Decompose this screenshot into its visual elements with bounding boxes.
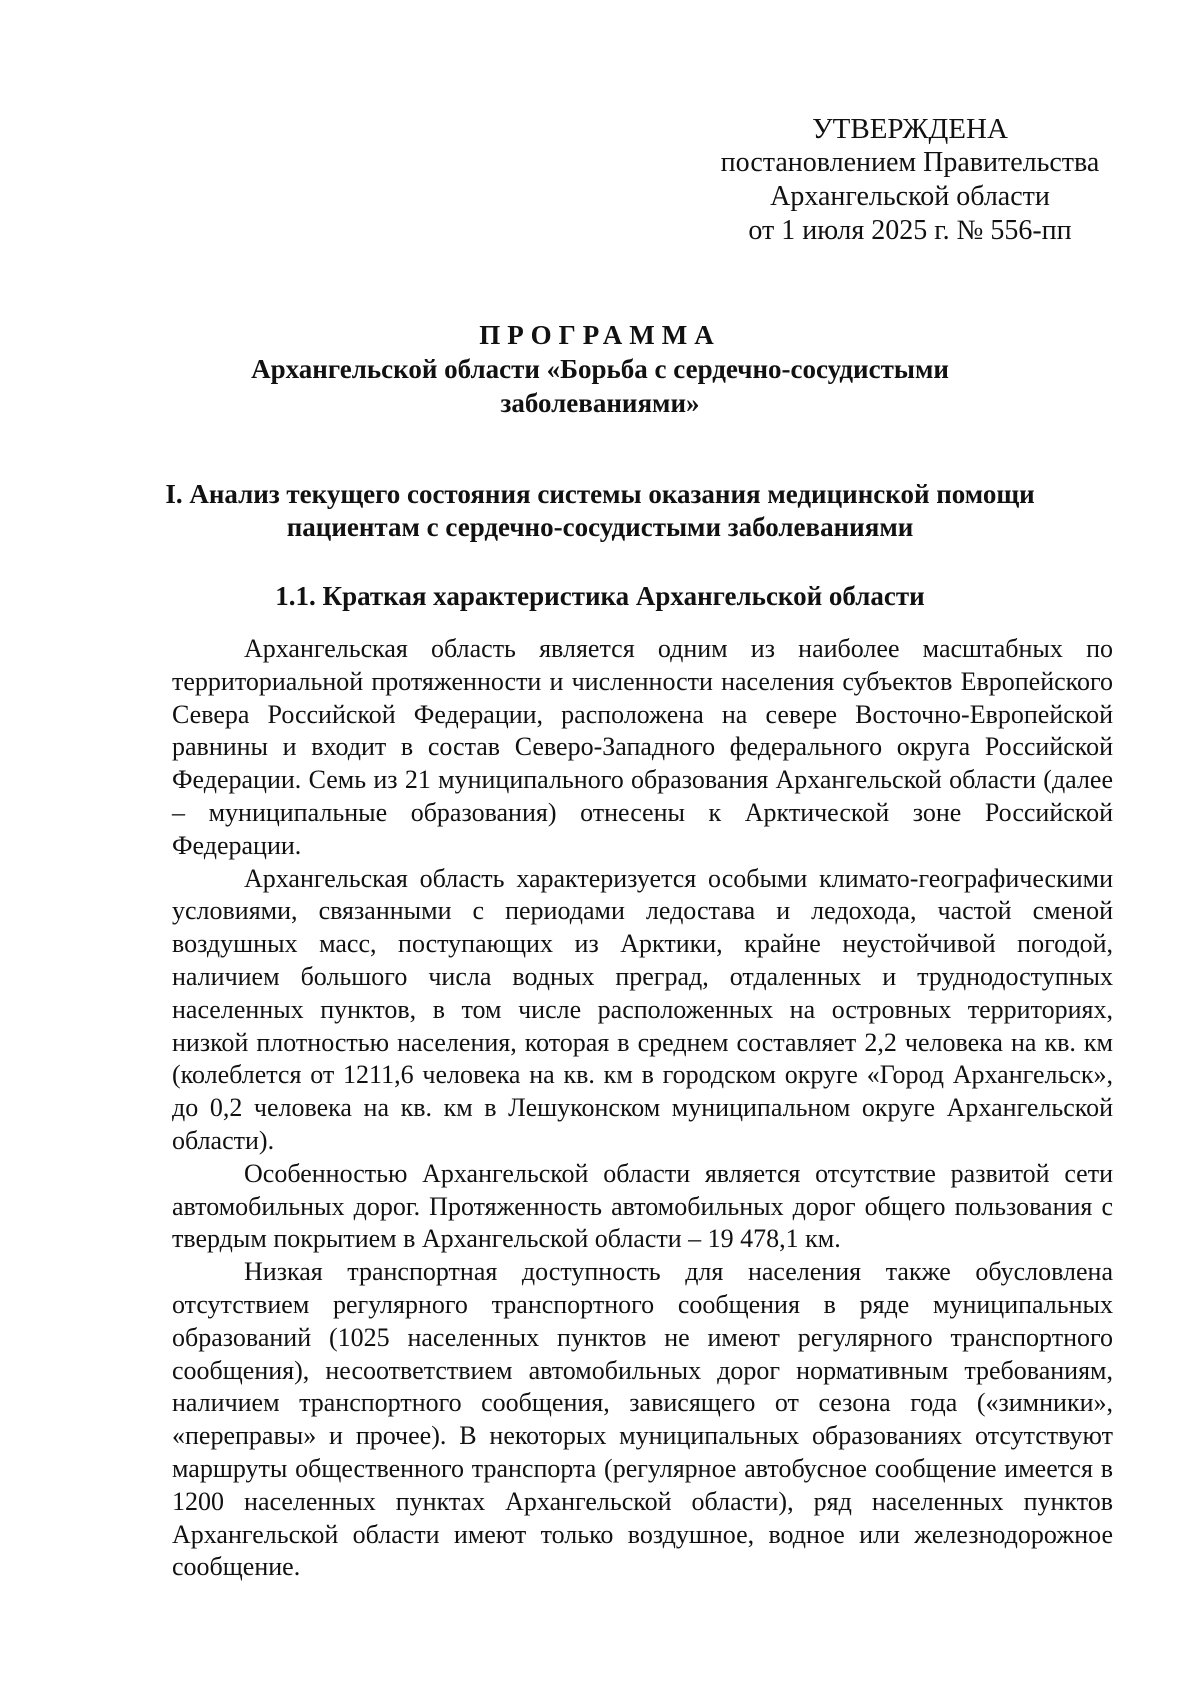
approval-line-2: Архангельской области [770, 181, 1050, 212]
section-heading [150, 478, 1050, 544]
approval-line-1: постановлением Правительства [720, 147, 1100, 178]
program-heading [150, 318, 1050, 420]
section-heading-line-1: I. Анализ текущего состояния системы оказания медицинской помощи [165, 479, 1035, 509]
approval-line-3: от 1 июля 2025 г. № 556-пп [748, 215, 1072, 246]
paragraph: Низкая транспортная доступность для населения также обусловлена отсутствием регулярного транспортного сообщения в ряде муниципальных образований (1025 населенных пунктов не имеют регулярного транспортного сообщения), несоответствием автомобильных дорог нормативным требованиям, наличием транспортного сообщения, зависящего от сезона года («зимники», «переправы» и прочее). В некоторых муниципальных образованиях отсутствуют маршруты общественного транспорта (регулярное автобусное сообщение имеется в 1200 населенных пунктах Архангельской области), ряд населенных пунктов Архангельской области имеют только воздушное, водное или железнодорожное сообщение. [172, 1257, 1113, 1582]
body-text [172, 633, 1113, 1584]
paragraph: Архангельская область является одним из наиболее масштабных по территориальной протяженности и численности населения субъектов Европейского Севера Российской Федерации, расположена на севере Восточно-Европейской равнины и входит в состав Северо-Западного федерального округа Российской Федерации. Семь из 21 муниципального образования Архангельской области (далее – муниципальные образования) отнесены к Арктической зоне Российской Федерации. [172, 634, 1113, 860]
program-title-line-1: Архангельской области «Борьба с сердечно-сосудистыми [251, 354, 949, 384]
program-title-line-2: заболеваниями» [500, 388, 700, 418]
paragraph: Архангельская область характеризуется особыми климато-географическими условиями, связанными с периодами ледостава и ледохода, частой сменой воздушных масс, поступающих из Арктики, крайне неустойчивой погодой, наличием большого числа водных преград, отдаленных и труднодоступных населенных пунктов, в том числе расположенных на островных территориях, низкой плотностью населения, которая в среднем составляет 2,2 человека на кв. км (колеблется от 1211,6 человека на кв. км в городском округе «Город Архангельск», до 0,2 человека на кв. км в Лешуконском муниципальном округе Архангельской области). [172, 863, 1113, 1155]
approval-stamp [700, 112, 1120, 248]
approval-title: УТВЕРЖДЕНА [812, 113, 1008, 145]
subsection-heading: 1.1. Краткая характеристика Архангельской области [275, 581, 925, 611]
program-label: ПРОГРАММА [479, 320, 721, 350]
section-heading-line-2: пациентам с сердечно-сосудистыми заболеваниями [286, 512, 914, 542]
paragraph: Особенностью Архангельской области является отсутствие развитой сети автомобильных дорог. Протяженность автомобильных дорог общего пользования с твердым покрытием в Архангельской области – 19 478,1 км. [172, 1158, 1113, 1254]
